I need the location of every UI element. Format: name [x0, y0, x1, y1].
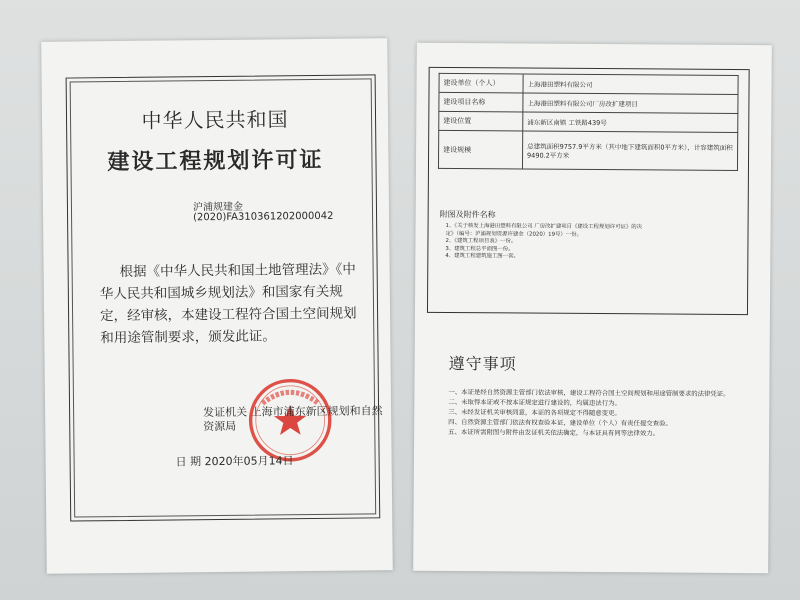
attachments-list [445, 223, 735, 263]
certificate-title: 建设工程规划许可证 [107, 147, 324, 176]
row-key: 建设规模 [438, 130, 522, 169]
rules-list [448, 387, 736, 439]
certificate-detail-page [413, 43, 772, 573]
list-item: 4、建筑工程建筑施工图一套。 [445, 253, 519, 260]
certificate-number: (2020)FA310361202000042 [193, 210, 334, 224]
date-value: 2020年05月14日 [204, 454, 294, 469]
row-value: 上海港田塑料有限公司厂房改扩建项目 [523, 93, 738, 114]
table-row [438, 130, 737, 170]
rules-title: 遵守事项 [448, 353, 517, 374]
country-name: 中华人民共和国 [141, 107, 289, 133]
attachments-heading: 附图及附件名称 [439, 209, 496, 220]
list-item: 五、本证所需附图与附件由发证机关依法确定，与本证具有同等法律效力。 [448, 427, 660, 438]
list-item: 3、建筑工程总平面图一份。 [445, 245, 514, 253]
list-item: 定》（编号：沪浦规划资源许建金（2020）19号）一份。 [445, 230, 583, 238]
table-row [439, 73, 738, 94]
table-row [439, 92, 738, 113]
row-key: 建设项目名称 [439, 92, 523, 112]
list-item: 2、《建筑工程项目表》一份。 [445, 238, 517, 245]
certificate-body-text: 根据《中华人民共和国土地管理法》《中华人民共和国城乡规划法》和国家有关规定，经审核，本建设工程符合国土空间规划和用途管制要求，颁发此证。 [99, 261, 357, 347]
row-value: 总建筑面积9757.9平方米（其中地下建筑面积0平方米），计容建筑面积9490.2平方米 [522, 131, 737, 171]
list-item: 三、未经发证机关审核同意，本证的各项规定不得随意变更。 [448, 407, 621, 418]
row-key: 建设单位（个人） [439, 73, 523, 93]
issuer-name: 上海市浦东新区规划和自然资源局 [203, 404, 383, 434]
list-item: 一、本证是经自然资源主管部门依法审核，建设工程符合国土空间规划和用途管制要求的法律凭证。 [448, 387, 730, 398]
list-item: 四、自然资源主管部门依法有权查验本证，建设单位（个人）有责任提交查验。 [448, 417, 672, 428]
certificate-number-prefix: 沪浦规建金 [192, 201, 244, 214]
list-item: 二、未取得本证或不按本证规定进行建设的，均属违法行为。 [448, 397, 621, 408]
row-value: 上海港田塑料有限公司 [523, 74, 738, 95]
date-label: 日 期 [175, 455, 202, 469]
row-value: 浦东新区南镇 工铁路439号 [523, 112, 738, 133]
table-row [439, 111, 738, 132]
project-info-table [438, 73, 739, 171]
issue-date [176, 452, 294, 469]
issuer-label: 发证机关 [203, 405, 248, 420]
list-item: 1、《关于核发上海港田塑料有限公司 厂房改扩建项目《建设工程规划许可证》的决 [445, 222, 643, 231]
row-key: 建设位置 [439, 111, 523, 131]
issuing-authority [203, 404, 393, 434]
certificate-front-page [41, 38, 393, 574]
